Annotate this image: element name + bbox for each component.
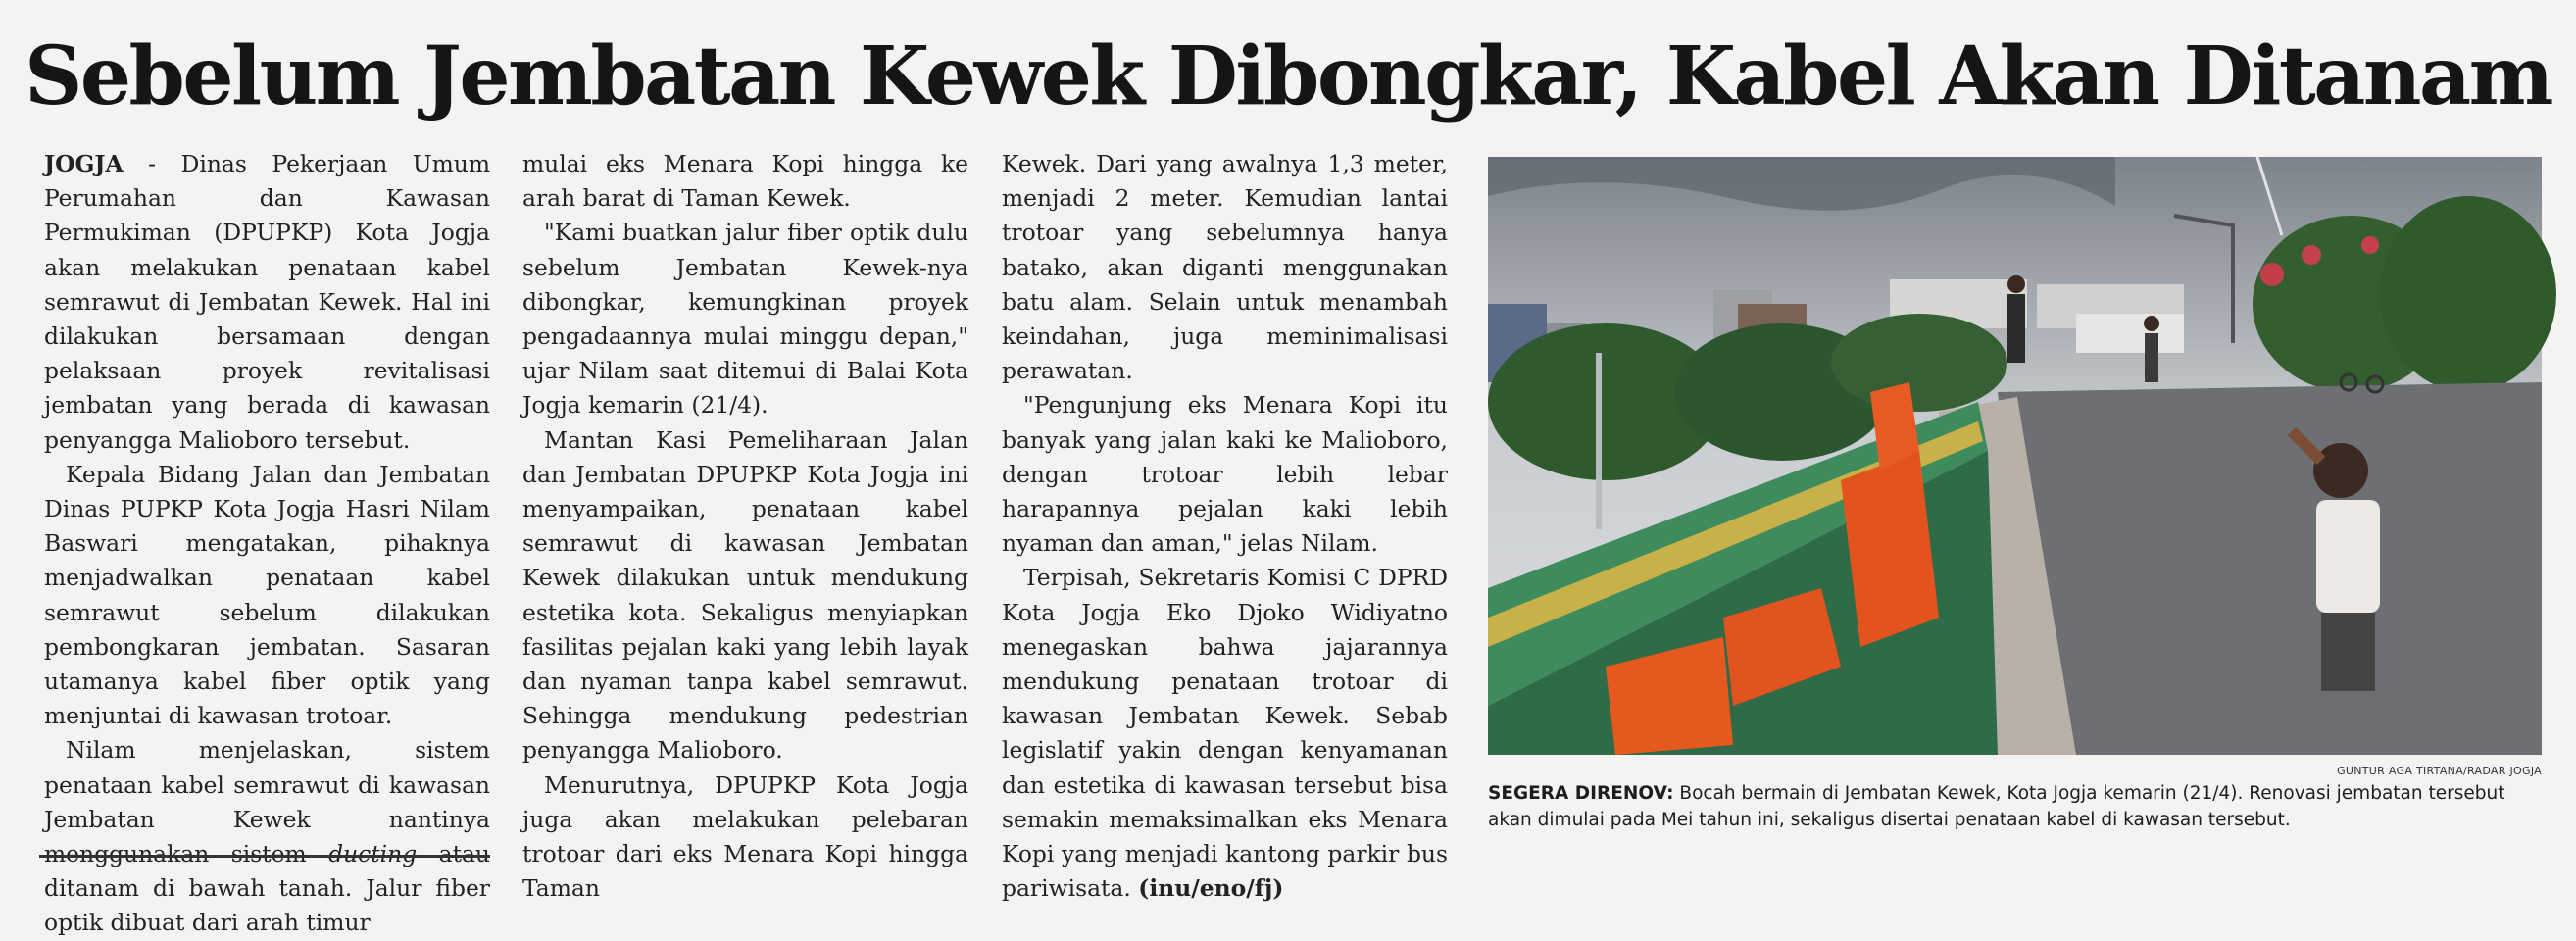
article-column-2	[522, 147, 968, 903]
news-photo	[1488, 157, 2542, 755]
paragraph: Menurutnya, DPUPKP Kota Jogja juga akan melakukan pelebaran trotoar dari eks Menara Kopi hingga Taman	[522, 770, 968, 903]
paragraph: Kewek. Dari yang awalnya 1,3 meter, menjadi 2 meter. Kemudian lantai trotoar yang sebelumnya hanya batako, akan diganti menggunakan batu alam. Selain untuk menambah keindahan, juga meminimalisasi perawatan.	[1002, 150, 1448, 385]
paragraph: "Pengunjung eks Menara Kopi itu banyak yang jalan kaki ke Malioboro, dengan trotoar lebih lebar harapannya pejalan kaki lebih nyaman dan aman," jelas Nilam.	[1002, 391, 1448, 558]
bridge-scene-illustration	[1488, 157, 2542, 755]
paragraph-text: Terpisah, Sekretaris Komisi C DPRD Kota Jogja Eko Djoko Widiyatno menegaskan bahwa jajarannya mendukung penataan trotoar di kawasan Jembatan Kewek. Sebab legislatif yakin dengan kenyamanan dan estetika di kawasan tersebut bisa semakin memaksimalkan eks Menara Kopi yang menjadi kantong parkir bus pariwisata.	[1002, 564, 1448, 903]
bottom-rule	[39, 855, 490, 858]
caption-lead: SEGERA DIRENOV:	[1488, 783, 1674, 804]
paragraph	[44, 147, 490, 458]
road-surface	[1998, 382, 2542, 755]
caption-text: Bocah bermain di Jembatan Kewek, Kota Jogja kemarin (21/4). Renovasi jembatan tersebut akan dimulai pada Mei tahun ini, sekaligus disertai penataan kabel di kawasan tersebut.	[1488, 783, 2505, 830]
paragraph	[1002, 561, 1448, 906]
paragraph: Kepala Bidang Jalan dan Jembatan Dinas PUPKP Kota Jogja Hasri Nilam Baswari mengatakan, pihaknya menjadwalkan penataan kabel semrawut sebelum dilakukan pembongkaran jembatan. Sasaran utamanya kabel fiber optik yang menjuntai di kawasan trotoar.	[44, 460, 490, 730]
paragraph-text: Nilam menjelaskan, sistem penataan kabel semrawut di kawasan Jembatan Kewek nantinya	[44, 736, 490, 833]
paragraph: mulai eks Menara Kopi hingga ke arah barat di Taman Kewek.	[522, 150, 968, 213]
paragraph-text: - Dinas Pekerjaan Umum Perumahan dan Kawasan Permukiman (DPUPKP) Kota Jogja akan melakukan penataan kabel semrawut di Jembatan Kewek. Hal ini dilakukan bersamaan dengan pelaksaan proyek revitalisasi jembatan yang berada di kawasan penyangga Malioboro tersebut.	[44, 150, 490, 454]
paragraph: "Kami buatkan jalur fiber optik dulu sebelum Jembatan Kewek-nya dibongkar, kemungkinan proyek pengadaannya mulai minggu depan," ujar Nilam saat ditemui di Balai Kota Jogja kemarin (21/4).	[522, 219, 968, 420]
paragraph-text: ditanam di bawah tanah. Jalur fiber optik dibuat dari arah timur	[44, 874, 490, 937]
paragraph	[44, 733, 490, 940]
dateline: JOGJA	[44, 150, 124, 177]
author-signoff: (inu/eno/fj)	[1138, 874, 1284, 903]
photo-credit: GUNTUR AGA TIRTANA/RADAR JOGJA	[2337, 765, 2542, 777]
headline: Sebelum Jembatan Kewek Dibongkar, Kabel Akan Ditanam	[25, 29, 2551, 124]
paragraph: Mantan Kasi Pemeliharaan Jalan dan Jembatan DPUPKP Kota Jogja ini menyampaikan, penataan kabel semrawut di kawasan Jembatan Kewek dilakukan untuk mendukung estetika kota. Sekaligus menyiapkan fasilitas pejalan kaki yang lebih layak dan nyaman tanpa kabel semrawut. Sehingga mendukung pedestrian penyangga Malioboro.	[522, 425, 968, 765]
article-column-3	[1002, 147, 1448, 903]
photo-caption	[1488, 780, 2547, 833]
article-column-1	[44, 147, 490, 937]
